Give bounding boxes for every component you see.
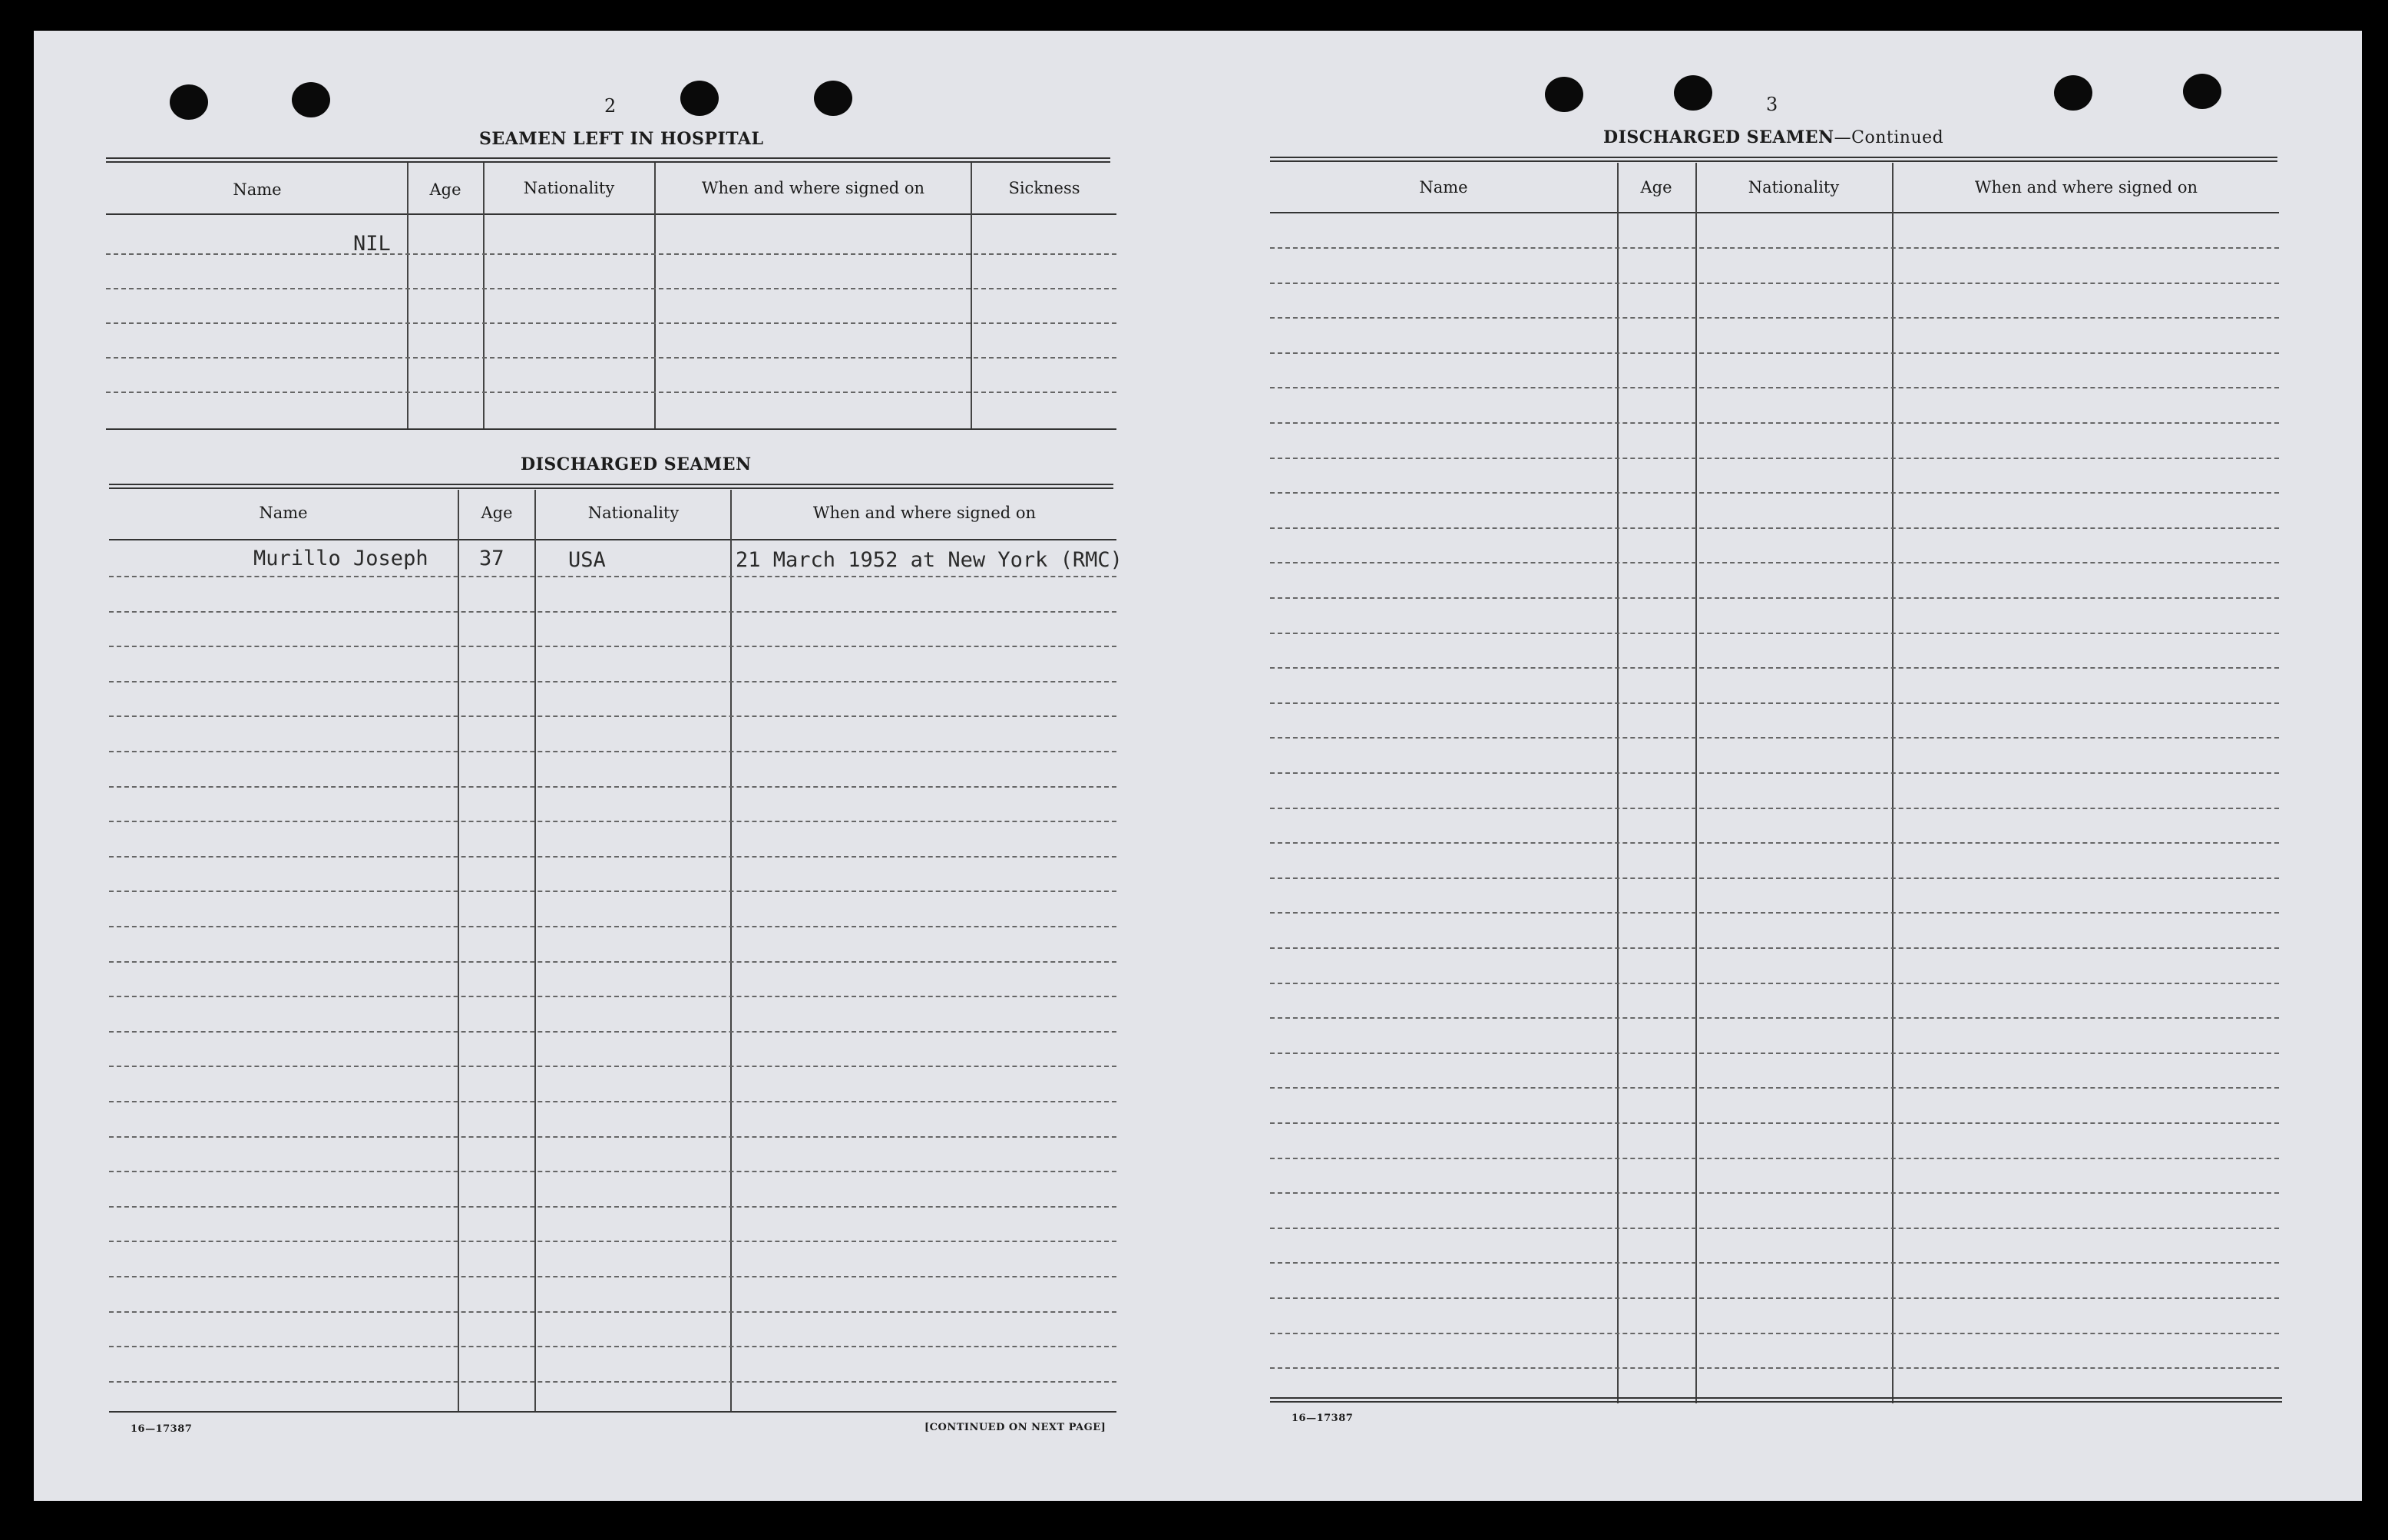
- hospital-row-line: [106, 392, 1116, 393]
- right-row-line: [1270, 527, 2279, 529]
- right-row-line: [1270, 352, 2279, 354]
- right-col-divider: [1617, 163, 1619, 1403]
- discharged-col-divider: [534, 490, 536, 1411]
- hospital-col-divider: [654, 163, 656, 428]
- right-row-line: [1270, 702, 2279, 704]
- punch-hole: [292, 82, 330, 117]
- discharged-row-line: [109, 891, 1116, 892]
- discharged-col-name: Name: [259, 504, 308, 522]
- right-row-line: [1270, 1297, 2279, 1299]
- right-row-line: [1270, 1367, 2279, 1369]
- discharged-col-divider: [730, 490, 732, 1411]
- right-row-line: [1270, 1017, 2279, 1019]
- discharged-row-line: [109, 1241, 1116, 1242]
- continued-note: [CONTINUED ON NEXT PAGE]: [924, 1422, 1106, 1433]
- right-row-line: [1270, 422, 2279, 424]
- discharged-row-line: [109, 1066, 1116, 1067]
- right-row-line: [1270, 1087, 2279, 1089]
- punch-hole: [170, 84, 208, 120]
- right-row-line: [1270, 1262, 2279, 1264]
- discharged-col-age: Age: [481, 504, 513, 522]
- hospital-col-divider: [483, 163, 485, 428]
- discharged-row-name: Murillo Joseph: [253, 547, 428, 570]
- discharged-row-age: 37: [479, 547, 504, 570]
- discharged-col-signed-on: When and where signed on: [812, 504, 1037, 522]
- discharged-row-line: [109, 576, 1116, 577]
- discharged-row-line: [109, 786, 1116, 788]
- discharged-section-title: DISCHARGED SEAMEN: [521, 454, 752, 474]
- discharged-row-line: [109, 856, 1116, 858]
- right-row-line: [1270, 808, 2279, 809]
- hospital-row-line: [106, 288, 1116, 289]
- form-number-right: 16—17387: [1292, 1413, 1354, 1424]
- hospital-nil-entry: NIL: [353, 232, 391, 256]
- hospital-row-line: [106, 357, 1116, 359]
- discharged-col-divider: [458, 490, 459, 1411]
- right-row-line: [1270, 1122, 2279, 1124]
- discharged-row-line: [109, 1206, 1116, 1208]
- punch-hole: [1674, 75, 1712, 111]
- punch-hole: [1545, 77, 1583, 112]
- hospital-header-rule: [106, 213, 1116, 215]
- discharged-row-line: [109, 1171, 1116, 1172]
- right-row-line: [1270, 1192, 2279, 1194]
- discharged-row-signed-on: 21 March 1952 at New York (RMC): [736, 548, 1123, 572]
- punch-hole: [2183, 74, 2221, 109]
- discharged-row-line: [109, 1311, 1116, 1313]
- discharged-row-line: [109, 961, 1116, 963]
- hospital-col-age: Age: [429, 180, 461, 199]
- hospital-table-bottom-rule: [106, 428, 1116, 430]
- hospital-col-name: Name: [233, 180, 282, 199]
- discharged-row-line: [109, 1101, 1116, 1102]
- discharged-row-nationality: USA: [568, 548, 606, 572]
- discharged-row-line: [109, 996, 1116, 997]
- right-row-line: [1270, 387, 2279, 388]
- discharged-row-line: [109, 1031, 1116, 1033]
- discharged-header-rule: [109, 539, 1116, 540]
- right-row-line: [1270, 912, 2279, 914]
- discharged-row-line: [109, 1276, 1116, 1277]
- punch-hole: [2054, 75, 2092, 111]
- discharged-col-nationality: Nationality: [587, 504, 680, 522]
- right-row-line: [1270, 842, 2279, 844]
- right-col-divider: [1892, 163, 1894, 1403]
- right-row-line: [1270, 667, 2279, 669]
- hospital-section-title: SEAMEN LEFT IN HOSPITAL: [479, 129, 764, 149]
- discharged-row-line: [109, 751, 1116, 752]
- right-row-line: [1270, 317, 2279, 319]
- right-table-top-rule: [1270, 157, 2277, 162]
- right-row-line: [1270, 597, 2279, 599]
- discharged-row-line: [109, 1136, 1116, 1138]
- right-section-title-suffix: —Continued: [1834, 128, 1944, 147]
- right-row-line: [1270, 633, 2279, 634]
- hospital-row-line: [106, 322, 1116, 324]
- right-row-line: [1270, 458, 2279, 459]
- discharged-row-line: [109, 1346, 1116, 1347]
- discharged-row-line: [109, 715, 1116, 717]
- discharged-row-line: [109, 821, 1116, 822]
- right-col-name: Name: [1419, 178, 1468, 197]
- right-row-line: [1270, 562, 2279, 563]
- right-row-line: [1270, 877, 2279, 879]
- right-table-bottom-rule: [1270, 1397, 2282, 1403]
- right-row-line: [1270, 1158, 2279, 1159]
- hospital-col-divider: [971, 163, 972, 428]
- right-row-line: [1270, 1333, 2279, 1334]
- discharged-row-line: [109, 646, 1116, 647]
- discharged-table-top-rule: [109, 484, 1113, 489]
- discharged-row-line: [109, 681, 1116, 682]
- page-number-right: 3: [1766, 94, 1778, 115]
- hospital-col-divider: [407, 163, 408, 428]
- discharged-row-line: [109, 611, 1116, 613]
- discharged-table-bottom-rule: [109, 1411, 1116, 1413]
- right-row-line: [1270, 983, 2279, 984]
- right-row-line: [1270, 283, 2279, 284]
- hospital-row-line: [106, 253, 1116, 255]
- page-number-left: 2: [604, 95, 617, 117]
- hospital-col-signed-on: When and where signed on: [701, 179, 925, 197]
- right-row-line: [1270, 492, 2279, 494]
- right-col-divider: [1695, 163, 1697, 1403]
- right-row-line: [1270, 772, 2279, 774]
- right-section-title: [1603, 127, 1943, 147]
- form-number-left: 16—17387: [131, 1423, 193, 1435]
- hospital-table-top-rule: [106, 157, 1110, 163]
- right-row-line: [1270, 247, 2279, 249]
- right-col-nationality: Nationality: [1748, 178, 1840, 197]
- right-col-age: Age: [1640, 178, 1672, 197]
- hospital-col-sickness: Sickness: [1008, 179, 1080, 197]
- right-row-line: [1270, 1053, 2279, 1054]
- right-header-rule: [1270, 212, 2279, 213]
- discharged-row-line: [109, 926, 1116, 927]
- discharged-row-line: [109, 1381, 1116, 1383]
- right-section-title-text: DISCHARGED SEAMEN: [1603, 127, 1834, 147]
- punch-hole: [814, 81, 852, 116]
- right-row-line: [1270, 947, 2279, 949]
- right-row-line: [1270, 737, 2279, 739]
- right-col-signed-on: When and where signed on: [1974, 178, 2198, 197]
- hospital-col-nationality: Nationality: [523, 179, 615, 197]
- punch-hole: [680, 81, 719, 116]
- right-row-line: [1270, 1228, 2279, 1229]
